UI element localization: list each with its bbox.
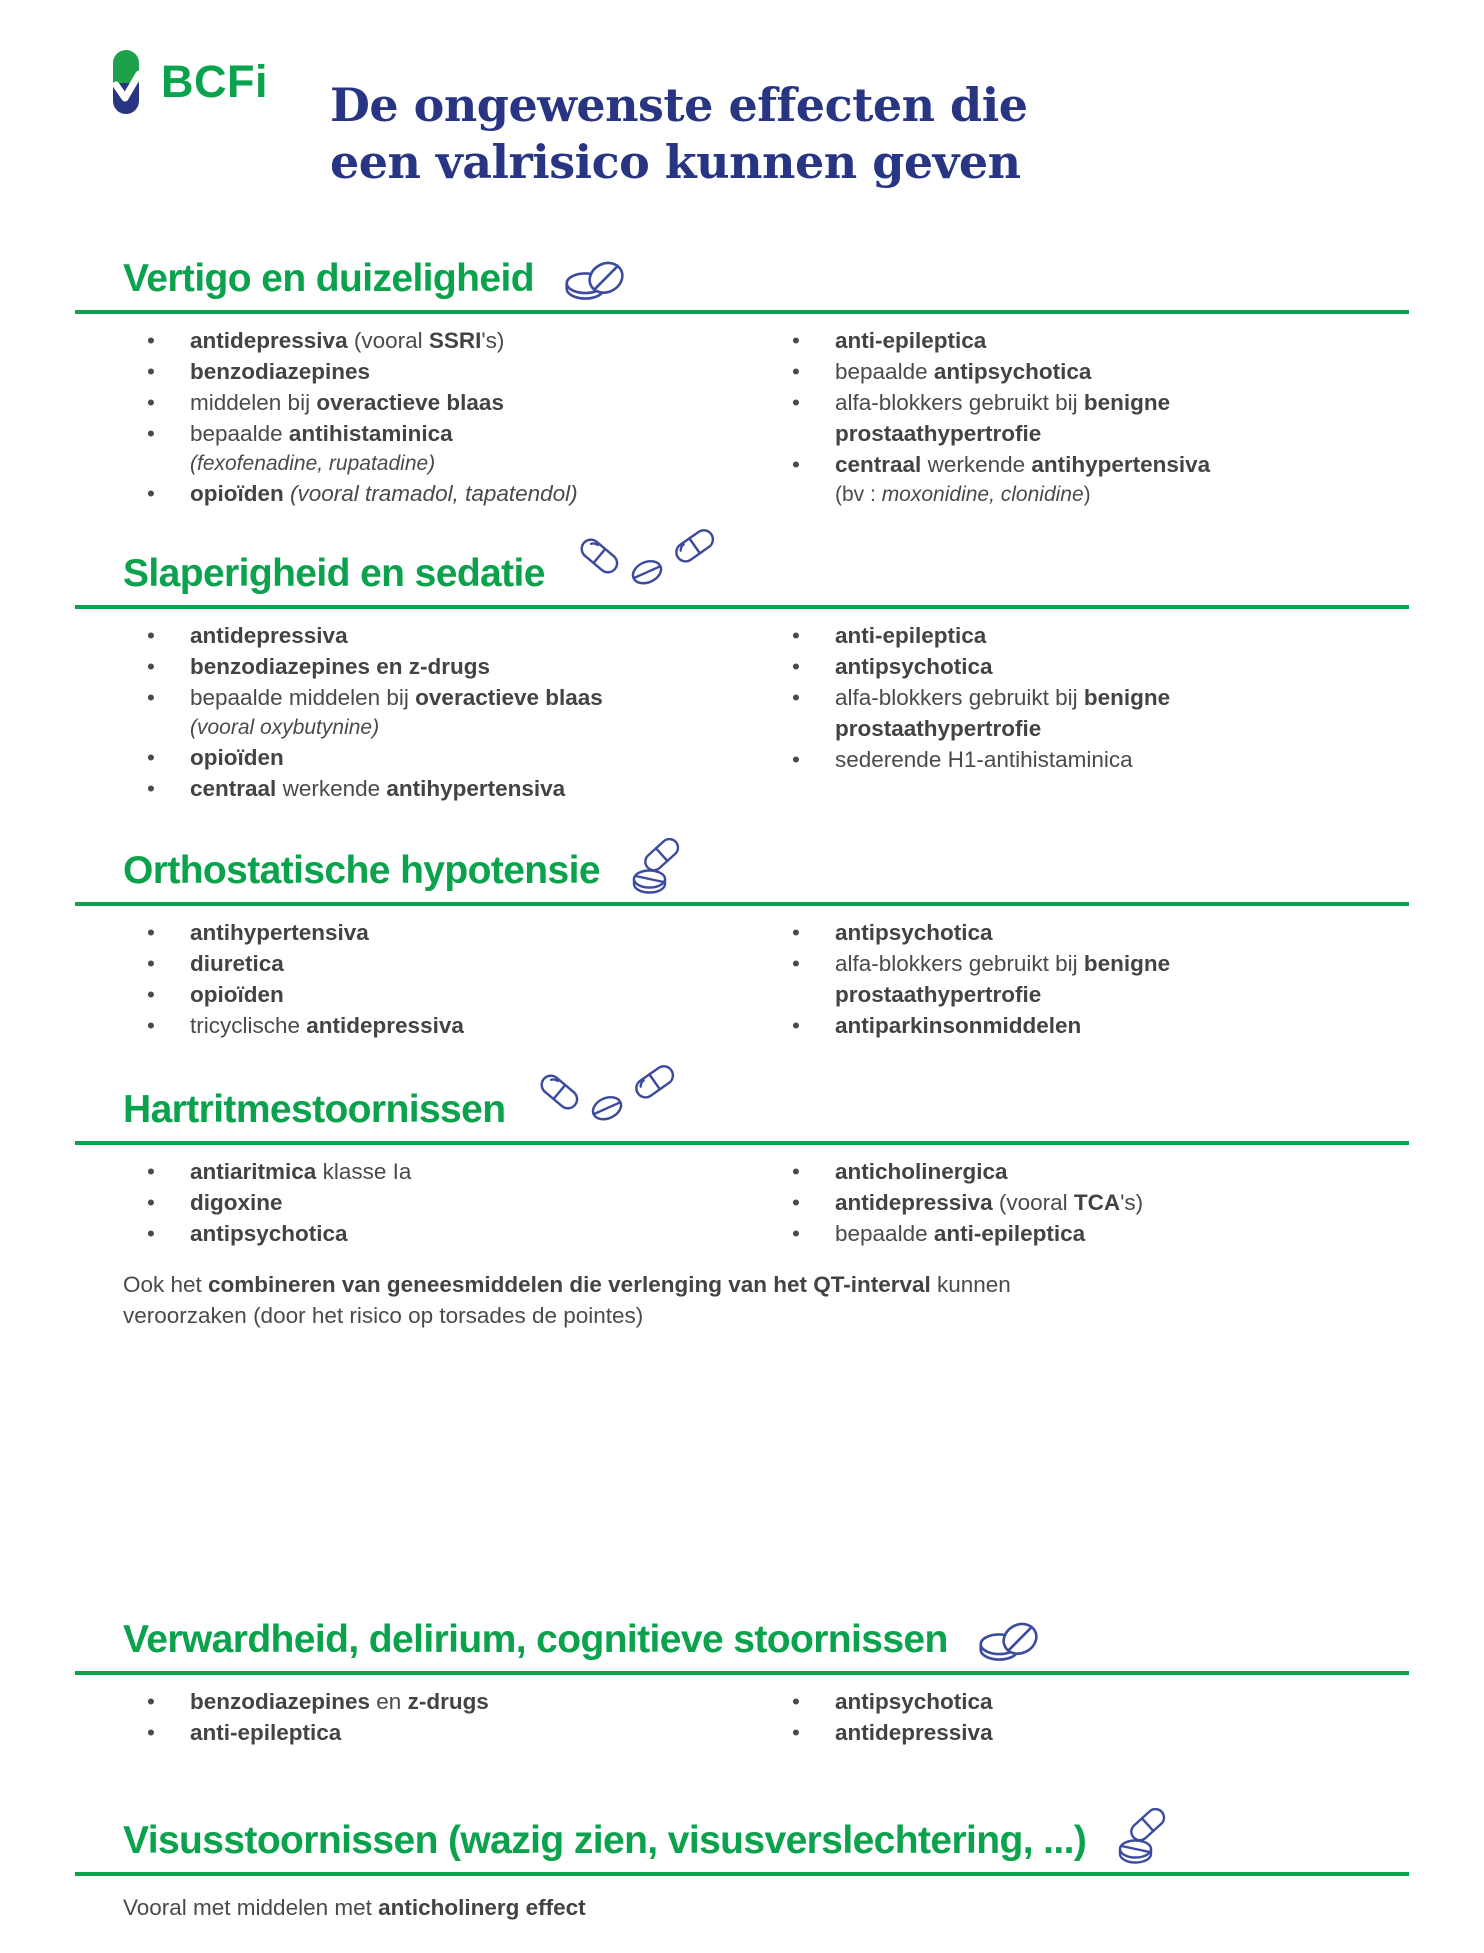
list-item xyxy=(145,773,790,804)
text-segment: opioïden xyxy=(190,480,284,506)
text-segment: prostaathypertrofie xyxy=(835,715,1042,741)
item-text xyxy=(190,1187,790,1218)
text-segment: veroorzaken (door het risico op torsades de pointes) xyxy=(123,1302,644,1328)
pill-logo-icon xyxy=(103,46,149,118)
text-segment: sederende H1-antihistaminica xyxy=(835,746,1133,772)
text-segment: (fexofenadine, rupatadine) xyxy=(190,451,436,475)
list-item xyxy=(790,325,1409,356)
qt-interval-note xyxy=(123,1269,1409,1331)
bullet-list xyxy=(790,1156,1409,1249)
item-text xyxy=(835,1686,1409,1717)
list-item xyxy=(790,449,1409,509)
text-segment: en xyxy=(370,1688,408,1714)
two-tablets-icon xyxy=(560,256,628,304)
item-text xyxy=(190,478,790,509)
three-pills-icon xyxy=(531,1061,683,1125)
bullet-columns xyxy=(75,609,1409,804)
list-item xyxy=(790,387,1409,449)
list-item xyxy=(790,917,1409,948)
text-segment: antipsychotica xyxy=(835,1688,993,1714)
text-segment: (bv : xyxy=(835,482,882,506)
three-pills-icon xyxy=(571,525,723,589)
list-item xyxy=(790,356,1409,387)
item-text xyxy=(190,682,790,713)
title-line-2: een valrisico kunnen geven xyxy=(330,134,1021,189)
list-item xyxy=(790,1686,1409,1717)
item-text xyxy=(190,742,790,773)
text-segment: Vooral met middelen met xyxy=(123,1894,379,1920)
logo-wordmark: BCFi xyxy=(161,56,268,107)
text-segment: antihypertensiva xyxy=(386,775,566,801)
item-text xyxy=(835,744,1409,775)
list-item xyxy=(145,948,790,979)
text-segment: antipsychotica xyxy=(835,919,993,945)
item-text xyxy=(190,979,790,1010)
capsule-tablet-icon xyxy=(626,838,684,898)
anticholinerg-note xyxy=(123,1892,1409,1923)
list-item xyxy=(145,620,790,651)
text-segment: (vooral tramadol, tapatendol) xyxy=(290,480,578,506)
text-segment: antipsychotica xyxy=(933,358,1092,384)
text-segment: antidepressiva xyxy=(306,1012,464,1038)
item-text-continued xyxy=(835,713,1409,744)
list-item xyxy=(145,418,790,478)
item-text xyxy=(835,1156,1409,1187)
text-segment: benzodiazepines xyxy=(190,1688,371,1714)
item-text xyxy=(835,1010,1409,1041)
list-item xyxy=(790,1218,1409,1249)
text-segment: SSRI xyxy=(428,327,482,353)
text-segment: anticholinerg effect xyxy=(378,1894,586,1920)
text-segment: antipsychotica xyxy=(835,653,993,679)
list-item xyxy=(145,917,790,948)
section-visusstoornissen xyxy=(75,1810,1409,1923)
bullet-columns xyxy=(75,314,1409,509)
section-heading xyxy=(123,543,1409,595)
text-segment: (vooral xyxy=(992,1189,1074,1215)
item-text-continued xyxy=(835,979,1409,1010)
bullet-list xyxy=(790,325,1409,509)
section-divider xyxy=(75,1872,1409,1876)
text-segment: antihypertensiva xyxy=(1031,451,1211,477)
text-segment: kunnen xyxy=(930,1271,1011,1297)
section-title: Visusstoornissen (wazig zien, visusverslechtering, ...) xyxy=(123,1818,1087,1862)
item-text xyxy=(190,387,790,418)
text-segment: centraal xyxy=(190,775,277,801)
page-header xyxy=(103,46,1409,222)
section-slaperigheid xyxy=(75,543,1409,804)
list-item xyxy=(145,356,790,387)
list-item xyxy=(145,742,790,773)
text-segment: 's) xyxy=(481,327,505,353)
section-orthostatische-hypotensie xyxy=(75,840,1409,1041)
text-segment: alfa-blokkers gebruikt bij xyxy=(835,684,1084,710)
page-title xyxy=(330,77,1027,191)
item-text xyxy=(835,356,1409,387)
text-segment: antidepressiva xyxy=(190,327,348,353)
text-segment: anti-epileptica xyxy=(835,327,987,353)
bullet-list xyxy=(790,917,1409,1041)
list-item xyxy=(145,387,790,418)
text-segment: ) xyxy=(1083,482,1091,506)
section-title: Orthostatische hypotensie xyxy=(123,848,600,892)
item-text xyxy=(190,651,790,682)
item-note xyxy=(835,480,1409,509)
list-item xyxy=(790,948,1409,1010)
text-segment: opioïden xyxy=(190,981,284,1007)
text-segment: benigne xyxy=(1083,389,1171,415)
list-item xyxy=(145,682,790,742)
capsule-tablet-icon xyxy=(1112,1808,1170,1868)
section-title: Slaperigheid en sedatie xyxy=(123,551,545,595)
text-segment: bepaalde xyxy=(835,1220,934,1246)
text-segment: antihistaminica xyxy=(288,420,453,446)
section-title: Verwardheid, delirium, cognitieve stoornissen xyxy=(123,1617,948,1661)
text-segment: prostaathypertrofie xyxy=(835,981,1042,1007)
text-segment: tricyclische xyxy=(190,1012,307,1038)
section-heading xyxy=(123,248,1409,300)
text-segment: benigne xyxy=(1083,950,1171,976)
text-segment: diuretica xyxy=(190,950,284,976)
text-segment: TCA xyxy=(1073,1189,1121,1215)
text-segment: overactieve blaas xyxy=(415,684,603,710)
text-segment: (vooral oxybutynine) xyxy=(190,715,380,739)
text-segment: opioïden xyxy=(190,744,284,770)
text-segment: alfa-blokkers gebruikt bij xyxy=(835,389,1084,415)
text-segment: antidepressiva xyxy=(835,1719,993,1745)
item-note xyxy=(190,449,790,478)
list-item xyxy=(145,1686,790,1717)
section-heading xyxy=(123,1810,1409,1862)
list-item xyxy=(145,1717,790,1748)
bullet-list xyxy=(145,620,790,804)
text-segment: antiparkinsonmiddelen xyxy=(835,1012,1082,1038)
item-text xyxy=(835,325,1409,356)
section-heading xyxy=(123,840,1409,892)
list-item xyxy=(145,1156,790,1187)
bcfi-logo xyxy=(103,46,268,118)
section-hartritmestoornissen xyxy=(75,1079,1409,1331)
item-text xyxy=(190,356,790,387)
text-segment: anti-epileptica xyxy=(835,622,987,648)
bullet-list xyxy=(145,1156,790,1249)
list-item xyxy=(145,1187,790,1218)
item-text xyxy=(835,620,1409,651)
section-heading xyxy=(123,1609,1409,1661)
bullet-columns xyxy=(75,1675,1409,1748)
text-segment: bepaalde xyxy=(190,420,289,446)
bullet-columns xyxy=(75,906,1409,1041)
item-text xyxy=(835,1187,1409,1218)
text-segment: werkende xyxy=(276,775,387,801)
bullet-list xyxy=(145,325,790,509)
bullet-list xyxy=(790,620,1409,804)
item-text xyxy=(835,1717,1409,1748)
item-text xyxy=(190,1218,790,1249)
text-segment: antidepressiva xyxy=(190,622,348,648)
list-item xyxy=(145,651,790,682)
note-line xyxy=(123,1300,1409,1331)
bullet-columns xyxy=(75,1145,1409,1249)
text-segment: bepaalde xyxy=(835,358,934,384)
text-segment: anticholinergica xyxy=(835,1158,1008,1184)
list-item xyxy=(790,1156,1409,1187)
item-text xyxy=(835,682,1409,713)
list-item xyxy=(790,682,1409,744)
item-text xyxy=(835,1218,1409,1249)
bullet-list xyxy=(145,917,790,1041)
text-segment: middelen bij xyxy=(190,389,317,415)
text-segment: overactieve blaas xyxy=(316,389,504,415)
item-text xyxy=(835,948,1409,979)
list-item xyxy=(790,744,1409,775)
item-text xyxy=(190,917,790,948)
list-item xyxy=(790,1717,1409,1748)
text-segment: (vooral xyxy=(347,327,429,353)
list-item xyxy=(145,325,790,356)
item-text xyxy=(190,1010,790,1041)
list-item xyxy=(790,1187,1409,1218)
text-segment: z-drugs xyxy=(407,1688,489,1714)
item-text xyxy=(190,773,790,804)
text-segment: werkende xyxy=(921,451,1032,477)
item-text xyxy=(835,651,1409,682)
list-item xyxy=(790,1010,1409,1041)
list-item xyxy=(790,620,1409,651)
text-segment: antipsychotica xyxy=(190,1220,348,1246)
text-segment: antidepressiva xyxy=(835,1189,993,1215)
text-segment: combineren van geneesmiddelen die verlenging van het QT-interval xyxy=(208,1271,931,1297)
note-line xyxy=(123,1892,1409,1923)
section-vertigo xyxy=(75,248,1409,509)
text-segment: bepaalde middelen bij xyxy=(190,684,416,710)
item-text xyxy=(190,1686,790,1717)
text-segment: benzodiazepines xyxy=(190,358,371,384)
note-line xyxy=(123,1269,1409,1300)
item-text xyxy=(835,387,1409,418)
list-item xyxy=(145,979,790,1010)
bullet-list xyxy=(145,1686,790,1748)
text-segment: antihypertensiva xyxy=(190,919,369,945)
text-segment: antiaritmica xyxy=(190,1158,317,1184)
text-segment: digoxine xyxy=(190,1189,283,1215)
item-text xyxy=(190,325,790,356)
text-segment: benigne xyxy=(1083,684,1171,710)
item-text xyxy=(190,948,790,979)
section-title: Vertigo en duizeligheid xyxy=(123,256,534,300)
list-item xyxy=(145,478,790,509)
text-segment: prostaathypertrofie xyxy=(835,420,1042,446)
item-note xyxy=(190,713,790,742)
list-item xyxy=(145,1010,790,1041)
text-segment: moxonidine, clonidine xyxy=(881,482,1084,506)
list-item xyxy=(145,1218,790,1249)
section-verwardheid xyxy=(75,1609,1409,1748)
bullet-list xyxy=(790,1686,1409,1748)
item-text xyxy=(190,418,790,449)
text-segment: centraal xyxy=(835,451,922,477)
item-text xyxy=(190,620,790,651)
item-text xyxy=(190,1156,790,1187)
text-segment: 's) xyxy=(1120,1189,1144,1215)
item-text-continued xyxy=(835,418,1409,449)
title-line-1: De ongewenste effecten die xyxy=(330,77,1028,132)
text-segment: anti-epileptica xyxy=(933,1220,1086,1246)
two-tablets-icon xyxy=(974,1617,1042,1665)
item-text xyxy=(835,917,1409,948)
text-segment: Ook het xyxy=(123,1271,209,1297)
text-segment: anti-epileptica xyxy=(190,1719,342,1745)
item-text xyxy=(835,449,1409,480)
text-segment: alfa-blokkers gebruikt bij xyxy=(835,950,1084,976)
list-item xyxy=(790,651,1409,682)
text-segment: klasse Ia xyxy=(316,1158,412,1184)
item-text xyxy=(190,1717,790,1748)
section-title: Hartritmestoornissen xyxy=(123,1087,506,1131)
text-segment: benzodiazepines en z-drugs xyxy=(190,653,491,679)
section-heading xyxy=(123,1079,1409,1131)
